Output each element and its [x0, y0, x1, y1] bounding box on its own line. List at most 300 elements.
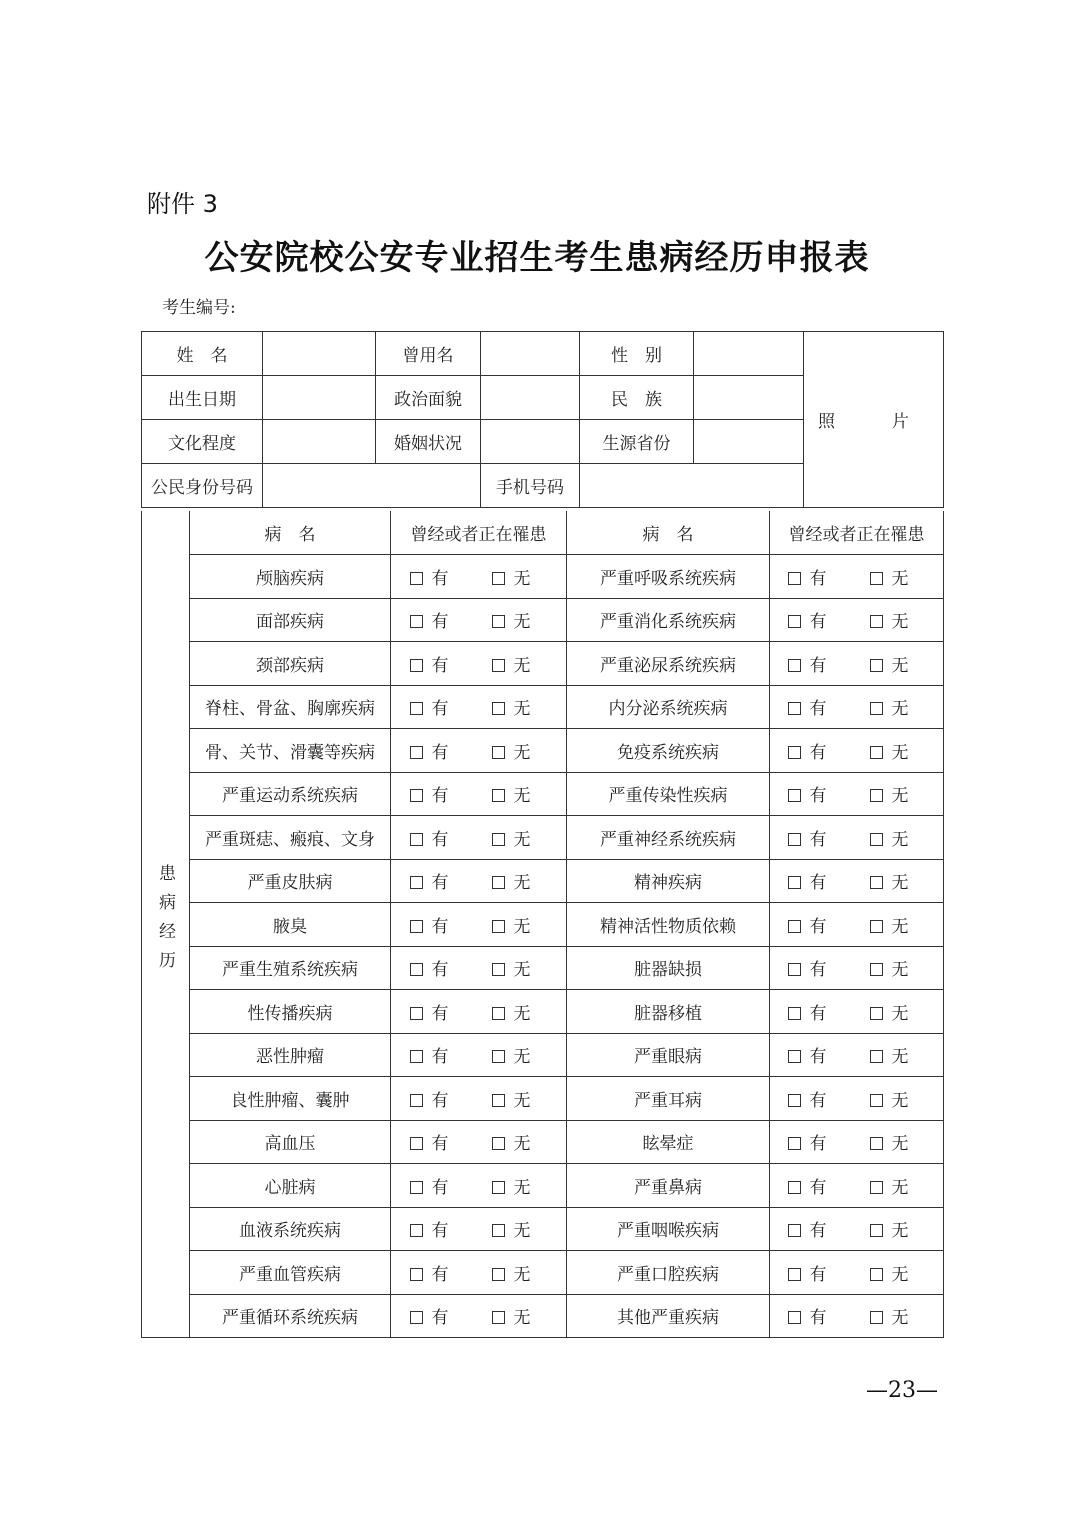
checkbox-icon[interactable]: [788, 659, 801, 672]
option-no-label: 无: [891, 1003, 909, 1024]
checkbox-icon[interactable]: [410, 789, 423, 802]
personal-info-table: [141, 331, 944, 508]
option-yes-label: 有: [809, 1134, 827, 1155]
option-no[interactable]: [870, 1260, 926, 1285]
disease-row: [142, 1033, 944, 1077]
political-status-field[interactable]: [481, 376, 580, 420]
option-yes-label: 有: [431, 568, 449, 589]
option-no-label: 无: [513, 1003, 531, 1024]
option-no[interactable]: [870, 781, 926, 806]
checkbox-icon[interactable]: [410, 659, 423, 672]
option-yes-label: 有: [809, 568, 827, 589]
yes-no-options: [391, 1294, 567, 1338]
option-yes[interactable]: [788, 564, 844, 589]
option-no-label: 无: [891, 1308, 909, 1329]
option-yes[interactable]: [410, 651, 466, 676]
checkbox-icon[interactable]: [492, 1311, 505, 1324]
option-no[interactable]: [492, 1129, 548, 1154]
yes-no-options: [770, 642, 944, 686]
exam-number-label: 考生编号:: [162, 298, 236, 318]
checkbox-icon[interactable]: [492, 1137, 505, 1150]
checkbox-icon[interactable]: [492, 1050, 505, 1063]
checkbox-icon[interactable]: [788, 1224, 801, 1237]
option-yes[interactable]: [788, 1129, 844, 1154]
option-yes[interactable]: [410, 1216, 466, 1241]
gender-field[interactable]: [694, 332, 804, 376]
option-yes[interactable]: [410, 738, 466, 763]
checkbox-icon[interactable]: [788, 702, 801, 715]
yes-no-options: [391, 816, 567, 860]
option-yes[interactable]: [410, 999, 466, 1024]
yes-no-options: [391, 1077, 567, 1121]
disease-row: [142, 1077, 944, 1121]
disease-name: 严重咽喉疾病: [567, 1207, 770, 1251]
header-disease-name-right: 病 名: [567, 511, 770, 555]
disease-name: 严重皮肤病: [190, 859, 391, 903]
option-no[interactable]: [870, 1042, 926, 1067]
birth-date-label: 出生日期: [142, 376, 263, 420]
option-yes-label: 有: [809, 786, 827, 807]
option-yes[interactable]: [788, 1260, 844, 1285]
yes-no-options: [391, 1164, 567, 1208]
option-yes-label: 有: [431, 742, 449, 763]
checkbox-icon[interactable]: [788, 789, 801, 802]
disease-name: 其他严重疾病: [567, 1294, 770, 1338]
yes-no-options: [770, 1120, 944, 1164]
birth-date-field[interactable]: [263, 376, 376, 420]
checkbox-icon[interactable]: [492, 615, 505, 628]
checkbox-icon[interactable]: [870, 1224, 883, 1237]
id-number-label: 公民身份号码: [142, 464, 263, 508]
checkbox-icon[interactable]: [870, 1181, 883, 1194]
option-yes-label: 有: [431, 1090, 449, 1111]
id-number-field[interactable]: [263, 464, 481, 508]
disease-name: 免疫系统疾病: [567, 729, 770, 773]
checkbox-icon[interactable]: [870, 833, 883, 846]
checkbox-icon[interactable]: [870, 659, 883, 672]
option-yes-label: 有: [431, 960, 449, 981]
option-no-label: 无: [513, 1264, 531, 1285]
disease-name: 良性肿瘤、囊肿: [190, 1077, 391, 1121]
disease-name: 精神疾病: [567, 859, 770, 903]
checkbox-icon[interactable]: [788, 1311, 801, 1324]
checkbox-icon[interactable]: [410, 746, 423, 759]
header-status-left: 曾经或者正在罹患: [391, 511, 567, 555]
checkbox-icon[interactable]: [870, 963, 883, 976]
checkbox-icon[interactable]: [492, 789, 505, 802]
province-label: 生源省份: [580, 420, 694, 464]
disease-row: [142, 642, 944, 686]
option-no-label: 无: [891, 699, 909, 720]
disease-name: 血液系统疾病: [190, 1207, 391, 1251]
disease-name: 严重鼻病: [567, 1164, 770, 1208]
option-no[interactable]: [870, 1216, 926, 1241]
name-label: 姓 名: [142, 332, 263, 376]
checkbox-icon[interactable]: [870, 876, 883, 889]
option-no[interactable]: [870, 912, 926, 937]
option-yes-label: 有: [809, 960, 827, 981]
option-no[interactable]: [492, 868, 548, 893]
checkbox-icon[interactable]: [410, 1137, 423, 1150]
option-no-label: 无: [513, 873, 531, 894]
yes-no-options: [391, 1120, 567, 1164]
option-no[interactable]: [492, 1260, 548, 1285]
option-no[interactable]: [492, 694, 548, 719]
checkbox-icon[interactable]: [410, 1050, 423, 1063]
checkbox-icon[interactable]: [492, 920, 505, 933]
option-no-label: 无: [513, 1090, 531, 1111]
option-yes-label: 有: [809, 655, 827, 676]
option-no-label: 无: [513, 699, 531, 720]
yes-no-options: [391, 1033, 567, 1077]
disease-row: [142, 990, 944, 1034]
yes-no-options: [391, 772, 567, 816]
option-yes-label: 有: [431, 1003, 449, 1024]
yes-no-options: [770, 1164, 944, 1208]
disease-history-side-label: 患病经历: [142, 511, 190, 1338]
checkbox-icon[interactable]: [788, 876, 801, 889]
option-no[interactable]: [870, 694, 926, 719]
option-yes[interactable]: [410, 868, 466, 893]
yes-no-options: [391, 1251, 567, 1295]
checkbox-icon[interactable]: [492, 1007, 505, 1020]
checkbox-icon[interactable]: [788, 1137, 801, 1150]
yes-no-options: [770, 1251, 944, 1295]
checkbox-icon[interactable]: [788, 963, 801, 976]
option-yes-label: 有: [431, 1264, 449, 1285]
option-no-label: 无: [513, 829, 531, 850]
disease-name: 眩晕症: [567, 1120, 770, 1164]
checkbox-icon[interactable]: [410, 920, 423, 933]
option-no[interactable]: [870, 651, 926, 676]
yes-no-options: [391, 990, 567, 1034]
yes-no-options: [770, 685, 944, 729]
form-title: 公安院校公安专业招生考生患病经历申报表: [204, 238, 870, 278]
option-yes[interactable]: [410, 781, 466, 806]
disease-row: [142, 729, 944, 773]
option-no-label: 无: [891, 829, 909, 850]
checkbox-icon[interactable]: [870, 572, 883, 585]
option-yes-label: 有: [431, 873, 449, 894]
option-yes[interactable]: [410, 1260, 466, 1285]
checkbox-icon[interactable]: [410, 702, 423, 715]
yes-no-options: [770, 729, 944, 773]
option-yes[interactable]: [788, 651, 844, 676]
disease-name: 精神活性物质依赖: [567, 903, 770, 947]
option-no[interactable]: [492, 651, 548, 676]
disease-name: 腋臭: [190, 903, 391, 947]
option-yes[interactable]: [788, 607, 844, 632]
option-no[interactable]: [870, 1173, 926, 1198]
checkbox-icon[interactable]: [788, 833, 801, 846]
yes-no-options: [770, 1033, 944, 1077]
checkbox-icon[interactable]: [788, 1007, 801, 1020]
option-yes[interactable]: [410, 1086, 466, 1111]
checkbox-icon[interactable]: [492, 833, 505, 846]
option-yes[interactable]: [410, 607, 466, 632]
option-no-label: 无: [513, 1221, 531, 1242]
disease-row: [142, 1294, 944, 1338]
option-yes-label: 有: [809, 1177, 827, 1198]
option-yes-label: 有: [431, 699, 449, 720]
option-yes-label: 有: [431, 829, 449, 850]
option-no[interactable]: [870, 868, 926, 893]
yes-no-options: [391, 859, 567, 903]
option-no-label: 无: [891, 1090, 909, 1111]
checkbox-icon[interactable]: [788, 1268, 801, 1281]
checkbox-icon[interactable]: [410, 1268, 423, 1281]
option-no[interactable]: [492, 825, 548, 850]
yes-no-options: [770, 598, 944, 642]
disease-name: 心脏病: [190, 1164, 391, 1208]
yes-no-options: [770, 990, 944, 1034]
option-yes-label: 有: [809, 873, 827, 894]
disease-name: 性传播疾病: [190, 990, 391, 1034]
option-no-label: 无: [513, 612, 531, 633]
disease-row: [142, 772, 944, 816]
checkbox-icon[interactable]: [410, 1224, 423, 1237]
former-name-field[interactable]: [481, 332, 580, 376]
option-yes[interactable]: [788, 955, 844, 980]
option-no-label: 无: [513, 786, 531, 807]
political-status-label: 政治面貌: [376, 376, 481, 420]
checkbox-icon[interactable]: [410, 1094, 423, 1107]
header-status-right: 曾经或者正在罹患: [770, 511, 944, 555]
disease-name: 严重循环系统疾病: [190, 1294, 391, 1338]
checkbox-icon[interactable]: [492, 1268, 505, 1281]
checkbox-icon[interactable]: [410, 1007, 423, 1020]
checkbox-icon[interactable]: [870, 1094, 883, 1107]
option-yes[interactable]: [410, 1129, 466, 1154]
yes-no-options: [391, 598, 567, 642]
ethnicity-label: 民 族: [580, 376, 694, 420]
disease-name: 严重口腔疾病: [567, 1251, 770, 1295]
option-no[interactable]: [870, 1129, 926, 1154]
disease-name: 严重运动系统疾病: [190, 772, 391, 816]
yes-no-options: [770, 1294, 944, 1338]
disease-name: 恶性肿瘤: [190, 1033, 391, 1077]
option-yes[interactable]: [788, 1086, 844, 1111]
option-yes-label: 有: [431, 1047, 449, 1068]
option-yes[interactable]: [788, 1042, 844, 1067]
option-no[interactable]: [870, 999, 926, 1024]
option-yes[interactable]: [410, 1303, 466, 1328]
checkbox-icon[interactable]: [870, 702, 883, 715]
marital-status-field[interactable]: [481, 420, 580, 464]
education-field[interactable]: [263, 420, 376, 464]
checkbox-icon[interactable]: [870, 746, 883, 759]
checkbox-icon[interactable]: [492, 1094, 505, 1107]
education-label: 文化程度: [142, 420, 263, 464]
checkbox-icon[interactable]: [492, 702, 505, 715]
option-yes-label: 有: [431, 1134, 449, 1155]
checkbox-icon[interactable]: [870, 1311, 883, 1324]
option-yes[interactable]: [788, 1303, 844, 1328]
disease-name: 骨、关节、滑囊等疾病: [190, 729, 391, 773]
yes-no-options: [770, 816, 944, 860]
option-no[interactable]: [870, 955, 926, 980]
yes-no-options: [391, 642, 567, 686]
yes-no-options: [391, 1207, 567, 1251]
option-yes[interactable]: [788, 781, 844, 806]
checkbox-icon[interactable]: [870, 1268, 883, 1281]
disease-name: 严重耳病: [567, 1077, 770, 1121]
option-yes-label: 有: [809, 612, 827, 633]
option-yes[interactable]: [788, 999, 844, 1024]
option-no[interactable]: [492, 999, 548, 1024]
checkbox-icon[interactable]: [870, 1007, 883, 1020]
option-no[interactable]: [492, 1216, 548, 1241]
option-no[interactable]: [492, 564, 548, 589]
option-no[interactable]: [870, 1086, 926, 1111]
option-no-label: 无: [513, 1134, 531, 1155]
checkbox-icon[interactable]: [492, 659, 505, 672]
option-yes[interactable]: [788, 912, 844, 937]
checkbox-icon[interactable]: [788, 1050, 801, 1063]
checkbox-icon[interactable]: [870, 1137, 883, 1150]
option-no-label: 无: [891, 568, 909, 589]
yes-no-options: [770, 555, 944, 599]
option-yes[interactable]: [410, 694, 466, 719]
option-yes[interactable]: [788, 825, 844, 850]
option-no-label: 无: [891, 612, 909, 633]
option-yes[interactable]: [788, 1216, 844, 1241]
disease-row: [142, 1164, 944, 1208]
checkbox-icon[interactable]: [788, 615, 801, 628]
option-no-label: 无: [891, 742, 909, 763]
option-yes-label: 有: [809, 1003, 827, 1024]
option-no[interactable]: [870, 1303, 926, 1328]
disease-name: 高血压: [190, 1120, 391, 1164]
option-no-label: 无: [891, 1264, 909, 1285]
option-yes-label: 有: [431, 612, 449, 633]
option-yes[interactable]: [410, 1042, 466, 1067]
option-yes-label: 有: [431, 916, 449, 937]
option-no-label: 无: [891, 1134, 909, 1155]
disease-row: [142, 903, 944, 947]
checkbox-icon[interactable]: [492, 876, 505, 889]
disease-name: 严重神经系统疾病: [567, 816, 770, 860]
disease-row: [142, 598, 944, 642]
checkbox-icon[interactable]: [492, 746, 505, 759]
checkbox-icon[interactable]: [410, 833, 423, 846]
option-yes-label: 有: [809, 1047, 827, 1068]
option-yes[interactable]: [788, 868, 844, 893]
yes-no-options: [770, 1207, 944, 1251]
province-field[interactable]: [694, 420, 804, 464]
disease-row: [142, 555, 944, 599]
disease-name: 严重血管疾病: [190, 1251, 391, 1295]
checkbox-icon[interactable]: [788, 746, 801, 759]
checkbox-icon[interactable]: [492, 963, 505, 976]
disease-row: [142, 685, 944, 729]
disease-history-table: [141, 511, 944, 1338]
option-no-label: 无: [513, 1308, 531, 1329]
option-no-label: 无: [891, 655, 909, 676]
option-yes[interactable]: [410, 564, 466, 589]
checkbox-icon[interactable]: [788, 1181, 801, 1194]
checkbox-icon[interactable]: [410, 876, 423, 889]
option-no[interactable]: [870, 607, 926, 632]
checkbox-icon[interactable]: [410, 615, 423, 628]
option-no[interactable]: [492, 781, 548, 806]
checkbox-icon[interactable]: [410, 1181, 423, 1194]
option-no[interactable]: [492, 1086, 548, 1111]
option-no[interactable]: [492, 607, 548, 632]
checkbox-icon[interactable]: [788, 920, 801, 933]
disease-row: [142, 859, 944, 903]
option-no-label: 无: [891, 1177, 909, 1198]
option-yes[interactable]: [788, 694, 844, 719]
option-no-label: 无: [891, 916, 909, 937]
option-no[interactable]: [492, 1303, 548, 1328]
disease-name: 脏器缺损: [567, 946, 770, 990]
disease-name: 内分泌系统疾病: [567, 685, 770, 729]
disease-name: 严重生殖系统疾病: [190, 946, 391, 990]
checkbox-icon[interactable]: [492, 1224, 505, 1237]
page-number: —23—: [866, 1378, 938, 1403]
disease-name: 脊柱、骨盆、胸廓疾病: [190, 685, 391, 729]
option-no-label: 无: [513, 742, 531, 763]
disease-name: 严重呼吸系统疾病: [567, 555, 770, 599]
option-no[interactable]: [870, 738, 926, 763]
disease-row: [142, 1120, 944, 1164]
option-no[interactable]: [492, 738, 548, 763]
option-no[interactable]: [492, 1042, 548, 1067]
option-no[interactable]: [492, 955, 548, 980]
former-name-label: 曾用名: [376, 332, 481, 376]
option-yes-label: 有: [809, 699, 827, 720]
yes-no-options: [391, 903, 567, 947]
option-no[interactable]: [492, 912, 548, 937]
disease-name: 严重眼病: [567, 1033, 770, 1077]
disease-name: 严重泌尿系统疾病: [567, 642, 770, 686]
option-yes[interactable]: [788, 738, 844, 763]
option-no-label: 无: [891, 873, 909, 894]
option-no[interactable]: [870, 825, 926, 850]
option-yes[interactable]: [788, 1173, 844, 1198]
checkbox-icon[interactable]: [870, 1050, 883, 1063]
checkbox-icon[interactable]: [410, 572, 423, 585]
disease-name: 严重消化系统疾病: [567, 598, 770, 642]
option-yes-label: 有: [809, 916, 827, 937]
option-yes[interactable]: [410, 955, 466, 980]
option-yes[interactable]: [410, 1173, 466, 1198]
option-yes[interactable]: [410, 825, 466, 850]
option-no[interactable]: [870, 564, 926, 589]
checkbox-icon[interactable]: [870, 789, 883, 802]
disease-name: 颅脑疾病: [190, 555, 391, 599]
checkbox-icon[interactable]: [788, 572, 801, 585]
option-no[interactable]: [492, 1173, 548, 1198]
checkbox-icon[interactable]: [492, 572, 505, 585]
phone-field[interactable]: [580, 464, 804, 508]
name-field[interactable]: [263, 332, 376, 376]
checkbox-icon[interactable]: [410, 963, 423, 976]
checkbox-icon[interactable]: [788, 1094, 801, 1107]
option-yes-label: 有: [431, 1177, 449, 1198]
disease-name: 严重传染性疾病: [567, 772, 770, 816]
checkbox-icon[interactable]: [870, 615, 883, 628]
ethnicity-field[interactable]: [694, 376, 804, 420]
checkbox-icon[interactable]: [492, 1181, 505, 1194]
option-no-label: 无: [891, 786, 909, 807]
checkbox-icon[interactable]: [870, 920, 883, 933]
option-yes-label: 有: [809, 829, 827, 850]
attachment-label: 附件 3: [147, 190, 218, 218]
checkbox-icon[interactable]: [410, 1311, 423, 1324]
option-yes[interactable]: [410, 912, 466, 937]
